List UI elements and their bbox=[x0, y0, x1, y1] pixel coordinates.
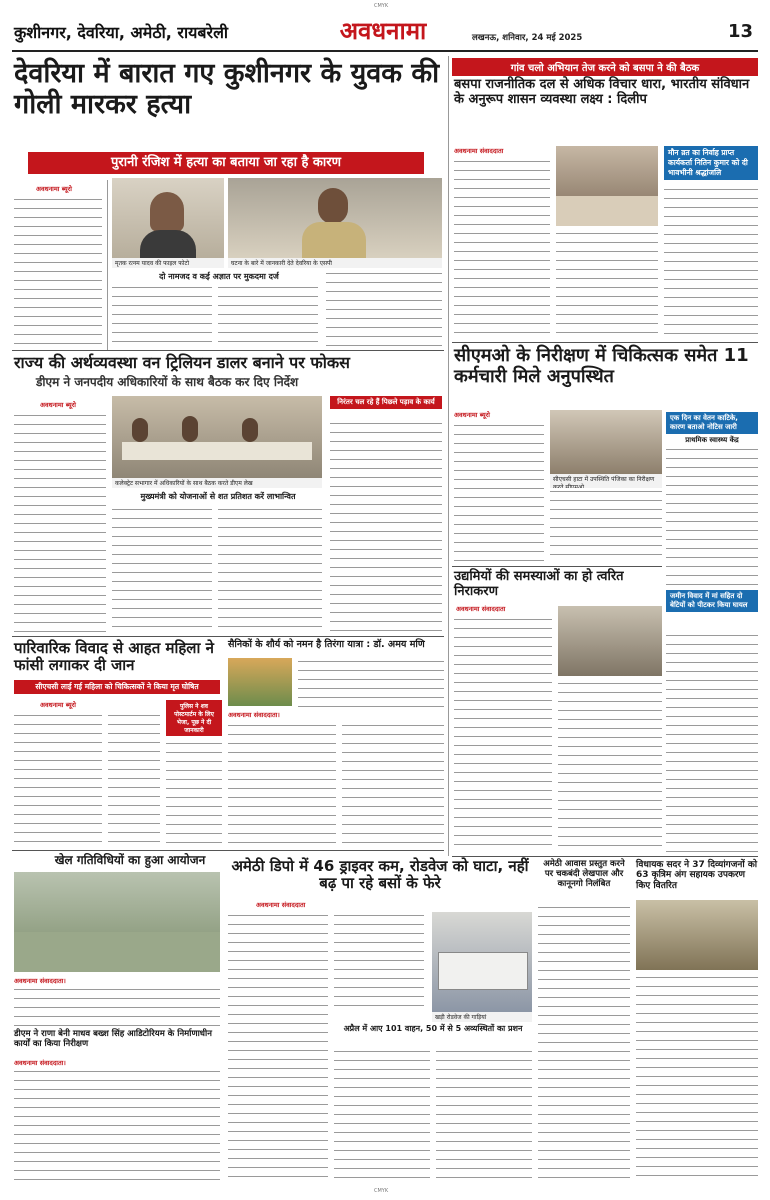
story9-photo bbox=[432, 912, 532, 1012]
sidebar-box3-head: जमीन विवाद में मां सहित दो बेटियों को पीटकर किया घायल bbox=[666, 590, 758, 612]
story6-photo bbox=[550, 410, 662, 474]
story3-sidebox bbox=[166, 700, 222, 736]
story9-col1 bbox=[228, 912, 328, 1180]
story1-col2 bbox=[112, 284, 212, 346]
story1-caption-right: घटना के बारे में जानकारी देते देवरिया के एसपी bbox=[228, 258, 442, 268]
story5-photo bbox=[556, 146, 658, 226]
story3-col3 bbox=[166, 740, 222, 846]
sidebar-box5-head: अमेठी आवास प्रस्तुत करने पर चकबंदी लेखपाल और कानूनगो निलंबित bbox=[543, 859, 625, 889]
story4-col3 bbox=[342, 722, 444, 846]
section-rule bbox=[12, 850, 444, 851]
story3-subhead: सीएचसी लाई गई महिला को चिकित्सकों ने किया मृत घोषित bbox=[14, 680, 220, 694]
header-rule bbox=[12, 50, 758, 52]
sidebar-col2 bbox=[666, 446, 758, 586]
story4-byline: अवधनामा संवाददाता। bbox=[228, 711, 280, 719]
story1-subhead: पुरानी रंजिश में हत्या का बताया जा रहा है कारण bbox=[28, 152, 424, 174]
story8-sub2: डीएम ने राणा बेनी माधव बख्श सिंह आडिटोरियम के निर्माणाधीन कार्यों का किया निरीक्षण bbox=[14, 1029, 212, 1049]
story1-midhead: दो नामजद व कई अज्ञात पर मुकदमा दर्ज bbox=[159, 272, 279, 281]
story2-midhead: मुख्यमंत्री को योजनाओं से शत प्रतिशत करें लाभान्वित bbox=[140, 492, 296, 501]
story8-col2 bbox=[14, 1068, 220, 1180]
story2-sidebox bbox=[330, 396, 442, 409]
sidebar-box2-head: एक दिन का वेतन काटिके, कारण बताओ नोटिस जारी bbox=[666, 412, 758, 434]
section-rule bbox=[12, 350, 444, 351]
story2-col1 bbox=[14, 412, 106, 632]
story2-headline: राज्य की अर्थव्यवस्था वन ट्रिलियन डालर बनाने पर फोकस bbox=[14, 353, 350, 372]
story9-byline: अवधनामा संवाददाता bbox=[256, 901, 306, 909]
story6-caption: सीएचसी हाटा में उपस्थिति पंजिका का निरीक्षण bbox=[550, 474, 662, 492]
divider bbox=[107, 180, 108, 350]
story2-side-head: निरंतर चल रहे हैं पिछले पड़ाव के कार्य bbox=[330, 396, 442, 409]
story2-col3 bbox=[218, 506, 322, 632]
story8-photo bbox=[14, 872, 220, 972]
story1-col3 bbox=[218, 284, 318, 346]
story4-headline: सैनिकों के शौर्य को नमन है तिरंगा यात्रा : डॉ. अमय मणि bbox=[228, 639, 425, 650]
section-rule bbox=[452, 342, 758, 343]
sidebar-box1-head: मौन व्रत का निर्वाह प्राप्त कार्यकर्ता नितिन कुमार को दी भावभीनी श्रद्धांजलि bbox=[664, 146, 758, 180]
sidebar-col1 bbox=[664, 186, 758, 338]
story9-caption: खड़ी रोडवेज की गाड़ियां bbox=[432, 1012, 532, 1022]
story4-photo bbox=[228, 658, 292, 706]
story7-photo bbox=[558, 606, 662, 676]
story3-byline: अवधनामा ब्यूरो bbox=[40, 701, 76, 709]
sidebar-box2-sub: प्राथमिक स्वास्थ्य केंद्र bbox=[685, 436, 739, 444]
story2-byline: अवधनामा ब्यूरो bbox=[40, 401, 76, 409]
story9-headline: अमेठी डिपो में 46 ड्राइवर कम, रोडवेज को घाटा, नहीं बढ़ पा रहे बसों के फेरे bbox=[231, 857, 529, 893]
story9-col4 bbox=[436, 1048, 532, 1180]
story1-photo-victim bbox=[112, 178, 224, 258]
story2-subhead: डीएम ने जनपदीय अधिकारियों के साथ बैठक कर दिए निर्देश bbox=[36, 375, 299, 389]
sidebar-box4-photo bbox=[636, 900, 758, 970]
story8-byline: अवधनामा संवाददाता। bbox=[14, 977, 66, 985]
sidebar-col3 bbox=[666, 632, 758, 852]
page-number: 13 bbox=[728, 21, 754, 42]
story8-headline: खेल गतिविधियों का हुआ आयोजन bbox=[54, 853, 206, 867]
story3-col2 bbox=[108, 712, 160, 846]
story8-byline2: अवधनामा संवाददाता। bbox=[14, 1059, 66, 1067]
story1-caption-left: मृतक रत्नम यादव की फाइल फोटो bbox=[112, 258, 224, 268]
story1-headline: देवरिया में बारात गए कुशीनगर के युवक की गोली मारकर हत्या bbox=[14, 58, 440, 121]
story3-col1 bbox=[14, 712, 102, 846]
story4-col1 bbox=[298, 658, 444, 714]
sidebar-box1 bbox=[664, 146, 758, 180]
sidebar-box4-head: विधायक सदर ने 37 दिव्यांगजनों को 63 कृत्रिम अंग सहायक उपकरण किए वितरित bbox=[636, 860, 758, 891]
logo-text: अवधनामा bbox=[339, 16, 427, 45]
story9-col3 bbox=[334, 1048, 430, 1180]
story6-byline: अवधनामा ब्यूरो bbox=[454, 411, 490, 419]
story2-photo bbox=[112, 396, 322, 478]
footer-cmyk-marker: CMYK bbox=[374, 1188, 389, 1194]
section-rule bbox=[452, 566, 662, 567]
top-cmyk-marker: CMYK bbox=[374, 3, 389, 9]
story2-col2 bbox=[112, 506, 212, 632]
section-rule bbox=[452, 856, 758, 857]
story7-col1 bbox=[454, 616, 552, 852]
story1-col4 bbox=[326, 270, 442, 346]
story2-col4 bbox=[330, 420, 442, 632]
story7-col2 bbox=[558, 680, 662, 852]
story1-photo-sp bbox=[228, 178, 442, 258]
story9-midhead: अप्रैल में आए 101 वाहन, 50 में से 5 अव्यस्थितों का प्रशन bbox=[343, 1024, 523, 1033]
story4-col2 bbox=[228, 722, 336, 846]
story9-col2 bbox=[334, 912, 424, 1012]
story6-col2 bbox=[550, 488, 662, 562]
story1-col1 bbox=[14, 196, 102, 346]
story5-col1 bbox=[454, 158, 550, 338]
story5-col2 bbox=[556, 230, 658, 338]
story6-col1 bbox=[454, 422, 544, 562]
story7-headline: उद्यमियों की समस्याओं का हो त्वरित निराकरण bbox=[454, 569, 624, 599]
story5-headline: बसपा राजनीतिक दल से अधिक विचार धारा, भारतीय संविधान के अनुरूप शासन व्यवस्था लक्ष्य : दिलीप bbox=[454, 77, 750, 107]
story5-byline: अवधनामा संवाददाता bbox=[454, 147, 504, 155]
story7-byline: अवधनामा संवाददाता bbox=[456, 605, 506, 613]
sidebar-col4 bbox=[636, 974, 758, 1180]
story6-headline: सीएमओ के निरीक्षण में चिकित्सक समेत 11 कर्मचारी मिले अनुपस्थित bbox=[454, 345, 749, 387]
story5-kicker: गांव चलो अभियान तेज करने को बसपा ने की बैठक bbox=[452, 58, 758, 76]
story3-side-head: पुलिस ने शव पोस्टमार्टम के लिए भेजा, पूछ ने दी जानकारी bbox=[166, 700, 222, 736]
main-divider bbox=[448, 56, 449, 856]
section-rule bbox=[12, 636, 444, 637]
sidebar-box2 bbox=[666, 412, 758, 444]
story3-headline: पारिवारिक विवाद से आहत महिला ने फांसी लगाकर दी जान bbox=[14, 639, 214, 675]
story8-col1 bbox=[14, 986, 220, 1026]
story2-caption: कलेक्ट्रेट सभागार में अधिकारियों के साथ बैठक करते डीएम लेख bbox=[112, 478, 322, 488]
sidebar-box3 bbox=[666, 590, 758, 612]
story1-byline: अवधनामा ब्यूरो bbox=[36, 185, 72, 193]
districts-heading: कुशीनगर, देवरिया, अमेठी, रायबरेली bbox=[14, 23, 229, 42]
dateline: लखनऊ, शनिवार, 24 मई 2025 bbox=[472, 33, 583, 43]
sidebar-col5 bbox=[538, 904, 630, 1180]
masthead-logo bbox=[308, 14, 458, 50]
